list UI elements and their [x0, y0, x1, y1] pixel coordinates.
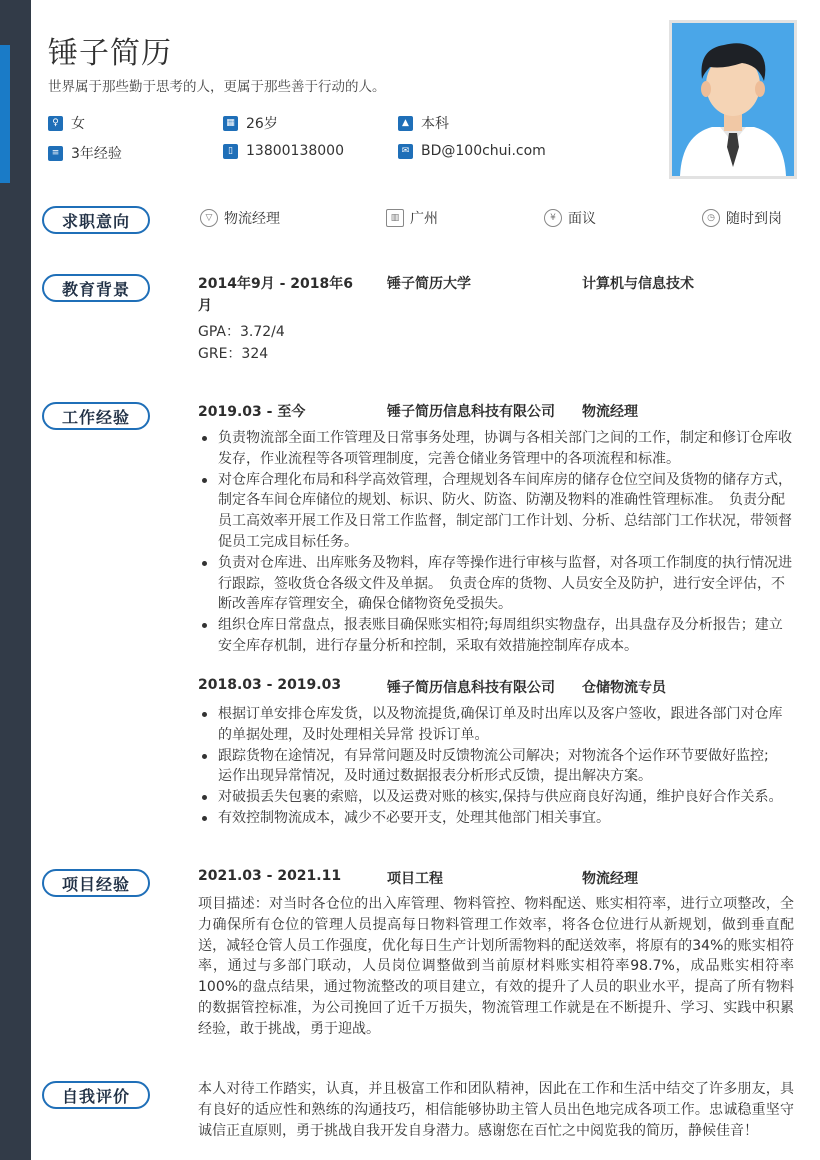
project-name: 项目工程 — [387, 871, 443, 887]
email-value[interactable]: BD@100chui.com — [421, 143, 546, 159]
work-1-period: 2019.03 - 至今 — [198, 404, 306, 420]
tie-icon: ▽ — [200, 209, 218, 227]
age-value: 26岁 — [246, 116, 278, 132]
intent-city — [386, 208, 438, 228]
work-2-company: 锤子简历信息科技有限公司 — [387, 680, 555, 696]
education-period — [198, 273, 353, 317]
education-period-line1: 2014年9月 - 2018年6 — [198, 276, 353, 292]
list-item: 组织仓库日常盘点，报表账目确保账实相符;每周组织实物盘存，出具盘存及分析报告；建立安全库存机制，进行存量分析和控制，采取有效措施控制库存成本。 — [198, 615, 794, 657]
project-title: 物流经理 — [582, 871, 638, 887]
envelope-icon: ✉ — [398, 144, 413, 159]
section-title-work: 工作经验 — [42, 402, 150, 430]
degree-value: 本科 — [421, 116, 449, 132]
education-school: 锤子简历大学 — [387, 276, 471, 292]
avatar-illustration — [672, 23, 794, 176]
self-evaluation: 本人对待工作踏实，认真，并且极富工作和团队精神，因此在工作和生活中结交了许多朋友，具有良好的适应性和熟练的沟通技巧，相信能够协助主管人员出色地完成各项工作。忠诚稳重坚守诚信正直原则，勇于挑战自我开发自身潜力。感谢您在百忙之中阅览我的简历，静候佳音！ — [198, 1081, 794, 1139]
education-gre: GRE：324 — [198, 346, 269, 362]
intent-salary-value: 面议 — [568, 211, 596, 227]
intent-city-value: 广州 — [410, 211, 438, 227]
info-age — [223, 113, 278, 133]
calendar-icon: ▦ — [223, 116, 238, 131]
intent-position — [200, 208, 280, 228]
education-gpa: GPA：3.72/4 — [198, 324, 285, 340]
work-2-bullets — [198, 704, 794, 829]
work-1-company: 锤子简历信息科技有限公司 — [387, 404, 555, 420]
work-2-period: 2018.03 - 2019.03 — [198, 677, 342, 693]
education-major: 计算机与信息技术 — [582, 276, 694, 292]
list-item: 负责对仓库进、出库账务及物料，库存等操作进行审核与监督，对各项工作制度的执行情况进行跟踪，签收货仓各级文件及单据。 负责仓库的货物、人员安全及防护，进行安全评估，不断改善库存管理安全，确保仓储物资免受损失。 — [198, 553, 794, 615]
info-email — [398, 143, 546, 159]
section-title-self: 自我评价 — [42, 1081, 150, 1109]
project-description: 项目描述：对当时各仓位的出入库管理、物料管控、物料配送、账实相符率，进行立项整改，全力确保所有仓位的管理人员提高每日物料管理工作效率，将各仓位进行从新规划，做到垂直配送，减轻仓管人员工作强度，优化每日生产计划所需物料的配送效率，将原有的34%的账实相符率，通过与多部门联动，人员岗位调整做到当前原材料账实相符率98.7%，成品账实相符率100%的盘点结果，通过物流整改的项目建立，有效的提升了人员的职业水平，提高了所有物料的数据管控标准，为公司挽回了近千万损失，物流管理工作就是在不断提升、学习、实践中积累经验，敢于挑战，勇于迎战。 — [198, 896, 794, 1037]
clock-icon: ◷ — [702, 209, 720, 227]
info-phone — [223, 143, 344, 159]
intent-availability-value: 随时到岗 — [726, 211, 782, 227]
graduation-cap-icon: ▲ — [398, 116, 413, 131]
education-period-line2: 月 — [198, 298, 212, 314]
motto: 世界属于那些勤于思考的人，更属于那些善于行动的人。 — [48, 79, 386, 95]
gender-icon: ♀ — [48, 116, 63, 131]
list-item: 负责物流部全面工作管理及日常事务处理，协调与各相关部门之间的工作，制定和修订仓库收发存，作业流程等各项管理制度，完善仓储业务管理中的各项流程和标准。 — [198, 428, 794, 470]
intent-position-value: 物流经理 — [224, 211, 280, 227]
info-degree — [398, 113, 449, 133]
experience-value: 3年经验 — [71, 146, 122, 162]
section-title-project: 项目经验 — [42, 869, 150, 897]
work-1-bullets — [198, 428, 794, 657]
intent-availability — [702, 208, 782, 228]
work-1-title: 物流经理 — [582, 404, 638, 420]
project-period: 2021.03 - 2021.11 — [198, 868, 342, 884]
building-icon: ▥ — [386, 209, 404, 227]
list-item: 根据订单安排仓库发货，以及物流提货,确保订单及时出库以及客户签收，跟进各部门对仓库的单据处理，及时处理相关异常 投诉订单。 — [198, 704, 794, 746]
section-title-education: 教育背景 — [42, 274, 150, 302]
avatar — [669, 20, 797, 179]
info-experience — [48, 143, 122, 163]
list-item: 对破损丢失包裹的索赔，以及运费对账的核实,保持与供应商良好沟通，维护良好合作关系。 — [198, 787, 794, 808]
info-gender — [48, 113, 85, 133]
list-item: 对仓库合理化布局和科学高效管理，合理规划各车间库房的储存仓位空间及货物的储存方式，制定各车间仓库储位的规划、标识、防火、防盗、防潮及物料的准确性管理标准。 负责分配员工高效率开展工作及日常工作监督，制定部门工作计划、分析、总结部门工作状况，带领督促员工完成目标任务。 — [198, 470, 794, 553]
section-title-intent: 求职意向 — [42, 206, 150, 234]
work-2-title: 仓储物流专员 — [582, 680, 666, 696]
list-item: 有效控制物流成本，减少不必要开支，处理其他部门相关事宜。 — [198, 808, 794, 829]
gender-value: 女 — [71, 116, 85, 132]
yen-icon: ¥ — [544, 209, 562, 227]
intent-salary — [544, 208, 596, 228]
candidate-name: 锤子简历 — [48, 36, 172, 71]
document-icon: ≡ — [48, 146, 63, 161]
phone-icon: ▯ — [223, 144, 238, 159]
list-item: 跟踪货物在途情况，有异常问题及时反馈物流公司解决；对物流各个运作环节要做好监控; 运作出现异常情况，及时通过数据报表分析形式反馈，提出解决方案。 — [198, 746, 794, 788]
phone-value: 13800138000 — [246, 143, 344, 159]
sidebar-accent-bar — [0, 45, 10, 183]
